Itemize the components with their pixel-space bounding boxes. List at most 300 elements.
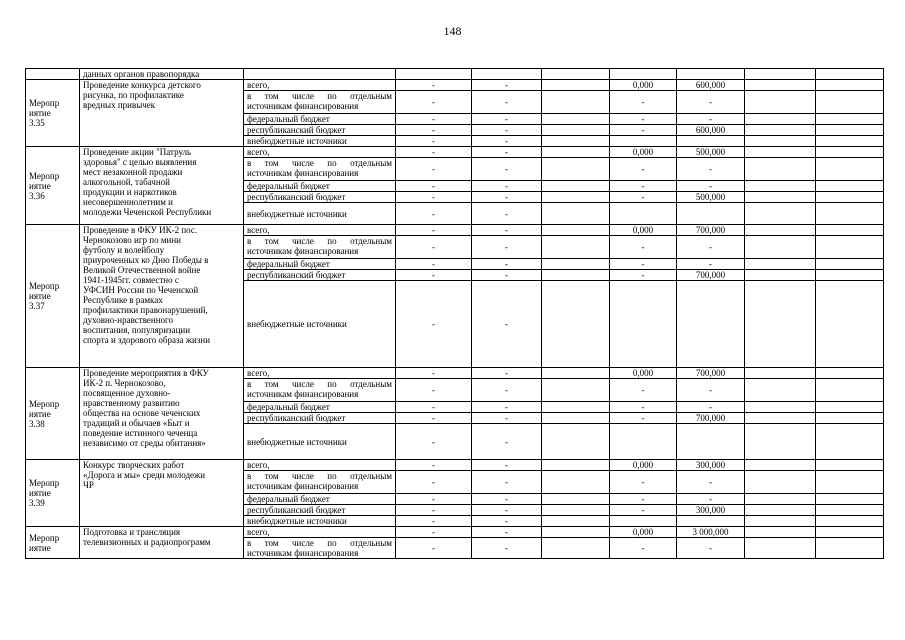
value-cell xyxy=(542,270,610,281)
value-cell xyxy=(816,136,884,147)
value-cell xyxy=(745,379,816,402)
value-cell: - xyxy=(396,471,472,494)
value-cell xyxy=(542,192,610,203)
value-cell: - xyxy=(396,136,472,147)
value-cell: - xyxy=(472,125,542,136)
value-cell xyxy=(610,281,677,368)
table-row xyxy=(26,368,884,379)
value-cell: - xyxy=(396,181,472,192)
value-cell xyxy=(816,527,884,538)
text-line: Республике в рамках xyxy=(83,295,163,305)
value-cell xyxy=(745,80,816,91)
continuation-row xyxy=(26,69,884,80)
value-cell xyxy=(542,236,610,259)
value-cell: - xyxy=(472,114,542,125)
text-line: в том числе по отдельным xyxy=(247,158,392,168)
value-cell xyxy=(745,505,816,516)
value-cell: - xyxy=(610,192,677,203)
value-cell xyxy=(745,460,816,471)
text-line: иятие xyxy=(29,542,51,553)
value-cell xyxy=(610,203,677,225)
value-cell xyxy=(816,368,884,379)
value-cell: - xyxy=(396,114,472,125)
text-line: в том числе по отдельным xyxy=(247,91,392,101)
text-line: Меропр xyxy=(29,281,60,291)
value-cell xyxy=(816,91,884,114)
text-line: посвященное духовно- xyxy=(83,388,171,398)
text-line: иятие xyxy=(29,180,51,191)
value-cell: - xyxy=(472,460,542,471)
value-cell xyxy=(745,147,816,158)
text-line: телевизионных и радиопрограмм xyxy=(83,537,211,547)
value-cell: - xyxy=(610,505,677,516)
measure-number xyxy=(26,368,80,460)
value-cell xyxy=(542,181,610,192)
value-cell: - xyxy=(610,158,677,181)
value-cell: - xyxy=(472,527,542,538)
value-cell xyxy=(816,125,884,136)
value-cell xyxy=(542,516,610,527)
value-cell: - xyxy=(396,147,472,158)
value-cell: - xyxy=(677,402,745,413)
value-cell: - xyxy=(677,538,745,559)
value-cell xyxy=(542,225,610,236)
value-cell xyxy=(745,402,816,413)
measure-title xyxy=(80,460,244,527)
value-cell xyxy=(542,80,610,91)
value-cell xyxy=(745,259,816,270)
text-line: приуроченных ко Дню Победы в xyxy=(83,255,209,265)
value-cell: - xyxy=(396,527,472,538)
value-cell xyxy=(816,192,884,203)
value-cell xyxy=(745,91,816,114)
measure-title xyxy=(80,80,244,147)
value-cell xyxy=(816,505,884,516)
funding-source-label xyxy=(244,91,396,114)
measure-title xyxy=(80,225,244,368)
text-line: 3.39 xyxy=(29,498,45,508)
value-cell xyxy=(542,203,610,225)
value-cell xyxy=(542,125,610,136)
value-cell: - xyxy=(396,402,472,413)
text-line: воспитания, популяризации xyxy=(83,325,191,335)
value-cell xyxy=(610,516,677,527)
value-cell: - xyxy=(396,413,472,424)
value-cell: - xyxy=(472,424,542,460)
measure-number xyxy=(26,147,80,225)
value-cell xyxy=(542,471,610,494)
funding-source-label: внебюджетные источники xyxy=(244,281,396,368)
value-cell: - xyxy=(396,259,472,270)
value-cell: - xyxy=(472,158,542,181)
value-cell: - xyxy=(472,181,542,192)
funding-source-label: федеральный бюджет xyxy=(244,402,396,413)
value-cell: - xyxy=(610,125,677,136)
value-cell: - xyxy=(472,225,542,236)
text-line: 3.37 xyxy=(29,301,45,311)
value-cell: 0,000 xyxy=(610,80,677,91)
value-cell xyxy=(745,114,816,125)
value-cell: - xyxy=(472,147,542,158)
value-cell xyxy=(816,379,884,402)
funding-source-label: внебюджетные источники xyxy=(244,136,396,147)
value-cell xyxy=(816,538,884,559)
program-table xyxy=(25,68,884,559)
value-cell: 700,000 xyxy=(677,270,745,281)
value-cell: - xyxy=(396,379,472,402)
value-cell xyxy=(542,379,610,402)
value-cell: - xyxy=(472,136,542,147)
value-cell: - xyxy=(677,91,745,114)
value-cell: - xyxy=(610,114,677,125)
value-cell: - xyxy=(472,192,542,203)
value-cell: - xyxy=(610,270,677,281)
value-cell: - xyxy=(472,281,542,368)
text-line: Подготовка и трансляция xyxy=(83,527,181,537)
text-line: УФСИН России по Чеченской xyxy=(83,285,199,295)
value-cell: 0,000 xyxy=(610,368,677,379)
value-cell: - xyxy=(396,225,472,236)
value-cell xyxy=(816,158,884,181)
value-cell: - xyxy=(472,471,542,494)
value-cell xyxy=(816,270,884,281)
value-cell xyxy=(745,203,816,225)
value-cell xyxy=(542,538,610,559)
funding-source-label: федеральный бюджет xyxy=(244,259,396,270)
funding-source-label: республиканский бюджет xyxy=(244,192,396,203)
measure-title xyxy=(80,368,244,460)
value-cell: - xyxy=(610,413,677,424)
text-line: иятие xyxy=(29,108,51,118)
value-cell xyxy=(677,136,745,147)
text-line: источникам финансирования xyxy=(247,481,359,491)
table-row xyxy=(26,527,884,538)
value-cell xyxy=(542,368,610,379)
value-cell xyxy=(745,281,816,368)
value-cell xyxy=(816,281,884,368)
value-cell: - xyxy=(472,236,542,259)
text-line: Меропр xyxy=(29,532,60,543)
funding-source-label: всего, xyxy=(244,147,396,158)
value-cell xyxy=(745,527,816,538)
value-cell: - xyxy=(472,270,542,281)
value-cell: - xyxy=(396,505,472,516)
measure-title xyxy=(80,527,244,559)
value-cell: 700,000 xyxy=(677,225,745,236)
value-cell xyxy=(542,402,610,413)
measure-number xyxy=(26,460,80,527)
value-cell: - xyxy=(472,402,542,413)
table-row xyxy=(26,460,884,471)
text-line: 1941-1945гг. совместно с xyxy=(83,275,179,285)
text-line: иятие xyxy=(29,291,51,301)
value-cell: - xyxy=(396,270,472,281)
value-cell: - xyxy=(396,203,472,225)
text-line: в том числе по отдельным xyxy=(247,379,392,389)
value-cell xyxy=(542,147,610,158)
text-line: здоровья" с целью выявления xyxy=(83,157,197,167)
value-cell xyxy=(816,424,884,460)
value-cell: - xyxy=(677,158,745,181)
value-cell: - xyxy=(396,80,472,91)
funding-source-label: внебюджетные источники xyxy=(244,516,396,527)
value-cell xyxy=(542,259,610,270)
value-cell xyxy=(816,114,884,125)
funding-source-label xyxy=(244,471,396,494)
value-cell xyxy=(745,413,816,424)
value-cell: - xyxy=(610,91,677,114)
funding-source-label: внебюджетные источники xyxy=(244,203,396,225)
value-cell xyxy=(816,413,884,424)
value-cell: - xyxy=(677,236,745,259)
value-cell: - xyxy=(610,538,677,559)
value-cell: 300,000 xyxy=(677,460,745,471)
value-cell: - xyxy=(396,460,472,471)
value-cell: - xyxy=(610,494,677,505)
value-cell: - xyxy=(396,494,472,505)
text-line: спорта и здорового образа жизни xyxy=(83,335,211,345)
text-line: 3.38 xyxy=(29,418,45,429)
text-line: рисунка, по профилактике xyxy=(83,90,184,100)
value-cell: 500,000 xyxy=(677,192,745,203)
funding-source-label xyxy=(244,538,396,559)
value-cell: - xyxy=(396,424,472,460)
text-line: традиций и обычаев «Быт и xyxy=(83,418,190,428)
value-cell: - xyxy=(396,281,472,368)
text-line: источникам финансирования xyxy=(247,101,359,111)
value-cell: - xyxy=(396,91,472,114)
value-cell: 0,000 xyxy=(610,460,677,471)
value-cell xyxy=(816,471,884,494)
value-cell: - xyxy=(677,471,745,494)
value-cell xyxy=(677,203,745,225)
text-line: духовно-нравственного xyxy=(83,315,174,325)
text-line: источникам финансирования xyxy=(247,389,359,399)
text-line: продукции и наркотиков xyxy=(83,187,177,197)
value-cell: - xyxy=(396,158,472,181)
funding-source-label: республиканский бюджет xyxy=(244,270,396,281)
value-cell xyxy=(542,114,610,125)
value-cell: - xyxy=(472,259,542,270)
value-cell: - xyxy=(472,80,542,91)
text-line: Меропр xyxy=(29,98,60,108)
value-cell: - xyxy=(472,379,542,402)
value-cell xyxy=(542,158,610,181)
value-cell xyxy=(816,80,884,91)
value-cell: - xyxy=(610,181,677,192)
text-line: Проведение мероприятия в ФКУ xyxy=(83,368,209,378)
value-cell xyxy=(816,516,884,527)
value-cell: 300,000 xyxy=(677,505,745,516)
measure-number xyxy=(26,80,80,147)
funding-source-label: внебюджетные источники xyxy=(244,424,396,460)
text-line: вредных привычек xyxy=(83,100,156,110)
value-cell xyxy=(542,527,610,538)
text-line: источникам финансирования xyxy=(247,168,359,178)
value-cell xyxy=(816,203,884,225)
value-cell xyxy=(816,225,884,236)
value-cell xyxy=(677,281,745,368)
value-cell xyxy=(745,192,816,203)
text-line: Проведение в ФКУ ИК-2 пос. xyxy=(83,225,198,235)
value-cell xyxy=(745,516,816,527)
value-cell xyxy=(745,125,816,136)
value-cell: 0,000 xyxy=(610,527,677,538)
page-number: 148 xyxy=(443,24,462,38)
value-cell xyxy=(677,424,745,460)
value-cell xyxy=(745,136,816,147)
value-cell: - xyxy=(396,516,472,527)
value-cell xyxy=(610,136,677,147)
text-line: профилактики правонарушений, xyxy=(83,305,208,315)
text-line: молодежи Чеченской Республики xyxy=(83,207,212,217)
text-line: Проведение акции "Патруль xyxy=(83,147,192,157)
value-cell xyxy=(745,538,816,559)
text-line: Чернокозово игр по мини xyxy=(83,235,181,245)
value-cell: - xyxy=(396,368,472,379)
value-cell xyxy=(745,181,816,192)
text-line: в том числе по отдельным xyxy=(247,236,392,246)
value-cell xyxy=(542,505,610,516)
value-cell xyxy=(677,516,745,527)
text-line: футболу и волейболу xyxy=(83,245,165,255)
value-cell xyxy=(542,494,610,505)
text-line: независимо от среды обитания» xyxy=(83,438,206,448)
measure-number xyxy=(26,225,80,368)
text-line: в том числе по отдельным xyxy=(247,471,392,481)
value-cell: - xyxy=(610,259,677,270)
text-line: Меропр xyxy=(29,478,60,488)
continuation-text: данных органов правопорядка xyxy=(80,69,244,80)
text-line: 3.35 xyxy=(29,118,45,128)
measure-title xyxy=(80,147,244,225)
value-cell: 0,000 xyxy=(610,147,677,158)
value-cell xyxy=(745,236,816,259)
text-line: мест незаконной продажи xyxy=(83,167,183,177)
value-cell xyxy=(542,413,610,424)
text-line: нравственному развитию xyxy=(83,398,180,408)
value-cell xyxy=(816,259,884,270)
text-line: ИК-2 п. Чернокозово, xyxy=(83,378,166,388)
value-cell xyxy=(542,91,610,114)
value-cell: - xyxy=(472,203,542,225)
measure-number xyxy=(26,527,80,559)
value-cell xyxy=(816,494,884,505)
funding-source-label: республиканский бюджет xyxy=(244,125,396,136)
value-cell: - xyxy=(677,114,745,125)
value-cell: - xyxy=(396,538,472,559)
value-cell: - xyxy=(472,494,542,505)
value-cell: 500,000 xyxy=(677,147,745,158)
value-cell: 700,000 xyxy=(677,368,745,379)
funding-source-label xyxy=(244,379,396,402)
text-line: «Дорога и мы» среди молодежи xyxy=(83,470,206,480)
value-cell: - xyxy=(610,236,677,259)
value-cell: 3 000,000 xyxy=(677,527,745,538)
value-cell xyxy=(610,424,677,460)
table-row xyxy=(26,80,884,91)
value-cell: - xyxy=(472,505,542,516)
value-cell xyxy=(745,494,816,505)
value-cell xyxy=(542,424,610,460)
value-cell: 600,000 xyxy=(677,80,745,91)
value-cell: 700,000 xyxy=(677,413,745,424)
value-cell: - xyxy=(677,259,745,270)
value-cell: - xyxy=(677,379,745,402)
text-line: иятие xyxy=(29,488,51,498)
value-cell: - xyxy=(472,91,542,114)
funding-source-label: всего, xyxy=(244,527,396,538)
value-cell xyxy=(816,147,884,158)
value-cell xyxy=(745,424,816,460)
value-cell xyxy=(542,281,610,368)
text-line: Проведение конкурса детского xyxy=(83,80,201,90)
text-line: 3.36 xyxy=(29,190,45,201)
value-cell: - xyxy=(396,236,472,259)
funding-source-label: всего, xyxy=(244,225,396,236)
text-line: Великой Отечественной войне xyxy=(83,265,201,275)
text-line: общества на основе чеченских xyxy=(83,408,201,418)
funding-source-label: всего, xyxy=(244,368,396,379)
value-cell: - xyxy=(677,494,745,505)
value-cell: - xyxy=(472,368,542,379)
text-line: Конкурс творческих работ xyxy=(83,460,185,470)
text-line: Меропр xyxy=(29,170,60,181)
value-cell xyxy=(745,471,816,494)
value-cell xyxy=(542,460,610,471)
text-line: алкогольной, табачной xyxy=(83,177,170,187)
value-cell xyxy=(745,368,816,379)
funding-source-label: федеральный бюджет xyxy=(244,114,396,125)
text-line: источникам финансирования xyxy=(247,246,359,256)
text-line: ЧР xyxy=(83,480,94,490)
text-line: Меропр xyxy=(29,398,60,409)
funding-source-label: федеральный бюджет xyxy=(244,181,396,192)
value-cell: - xyxy=(610,471,677,494)
value-cell: 600,000 xyxy=(677,125,745,136)
text-line: иятие xyxy=(29,408,51,419)
value-cell xyxy=(745,225,816,236)
funding-source-label: республиканский бюджет xyxy=(244,505,396,516)
text-line: несовершеннолетним и xyxy=(83,197,173,207)
value-cell: - xyxy=(396,125,472,136)
value-cell: - xyxy=(396,192,472,203)
value-cell: - xyxy=(610,379,677,402)
value-cell: 0,000 xyxy=(610,225,677,236)
funding-source-label xyxy=(244,236,396,259)
text-line: в том числе по отдельным xyxy=(247,538,392,548)
value-cell xyxy=(816,460,884,471)
table-row xyxy=(26,147,884,158)
funding-source-label: всего, xyxy=(244,460,396,471)
table-body xyxy=(26,69,884,559)
value-cell xyxy=(745,158,816,181)
text-line: источникам финансирования xyxy=(247,548,359,558)
funding-source-label: всего, xyxy=(244,80,396,91)
text-line: поведение истинного чеченца xyxy=(83,428,198,438)
value-cell: - xyxy=(472,516,542,527)
funding-source-label: федеральный бюджет xyxy=(244,494,396,505)
value-cell xyxy=(816,181,884,192)
table-row xyxy=(26,225,884,236)
value-cell: - xyxy=(472,413,542,424)
value-cell xyxy=(745,270,816,281)
value-cell xyxy=(816,236,884,259)
funding-source-label: республиканский бюджет xyxy=(244,413,396,424)
value-cell: - xyxy=(610,402,677,413)
value-cell xyxy=(542,136,610,147)
value-cell: - xyxy=(677,181,745,192)
